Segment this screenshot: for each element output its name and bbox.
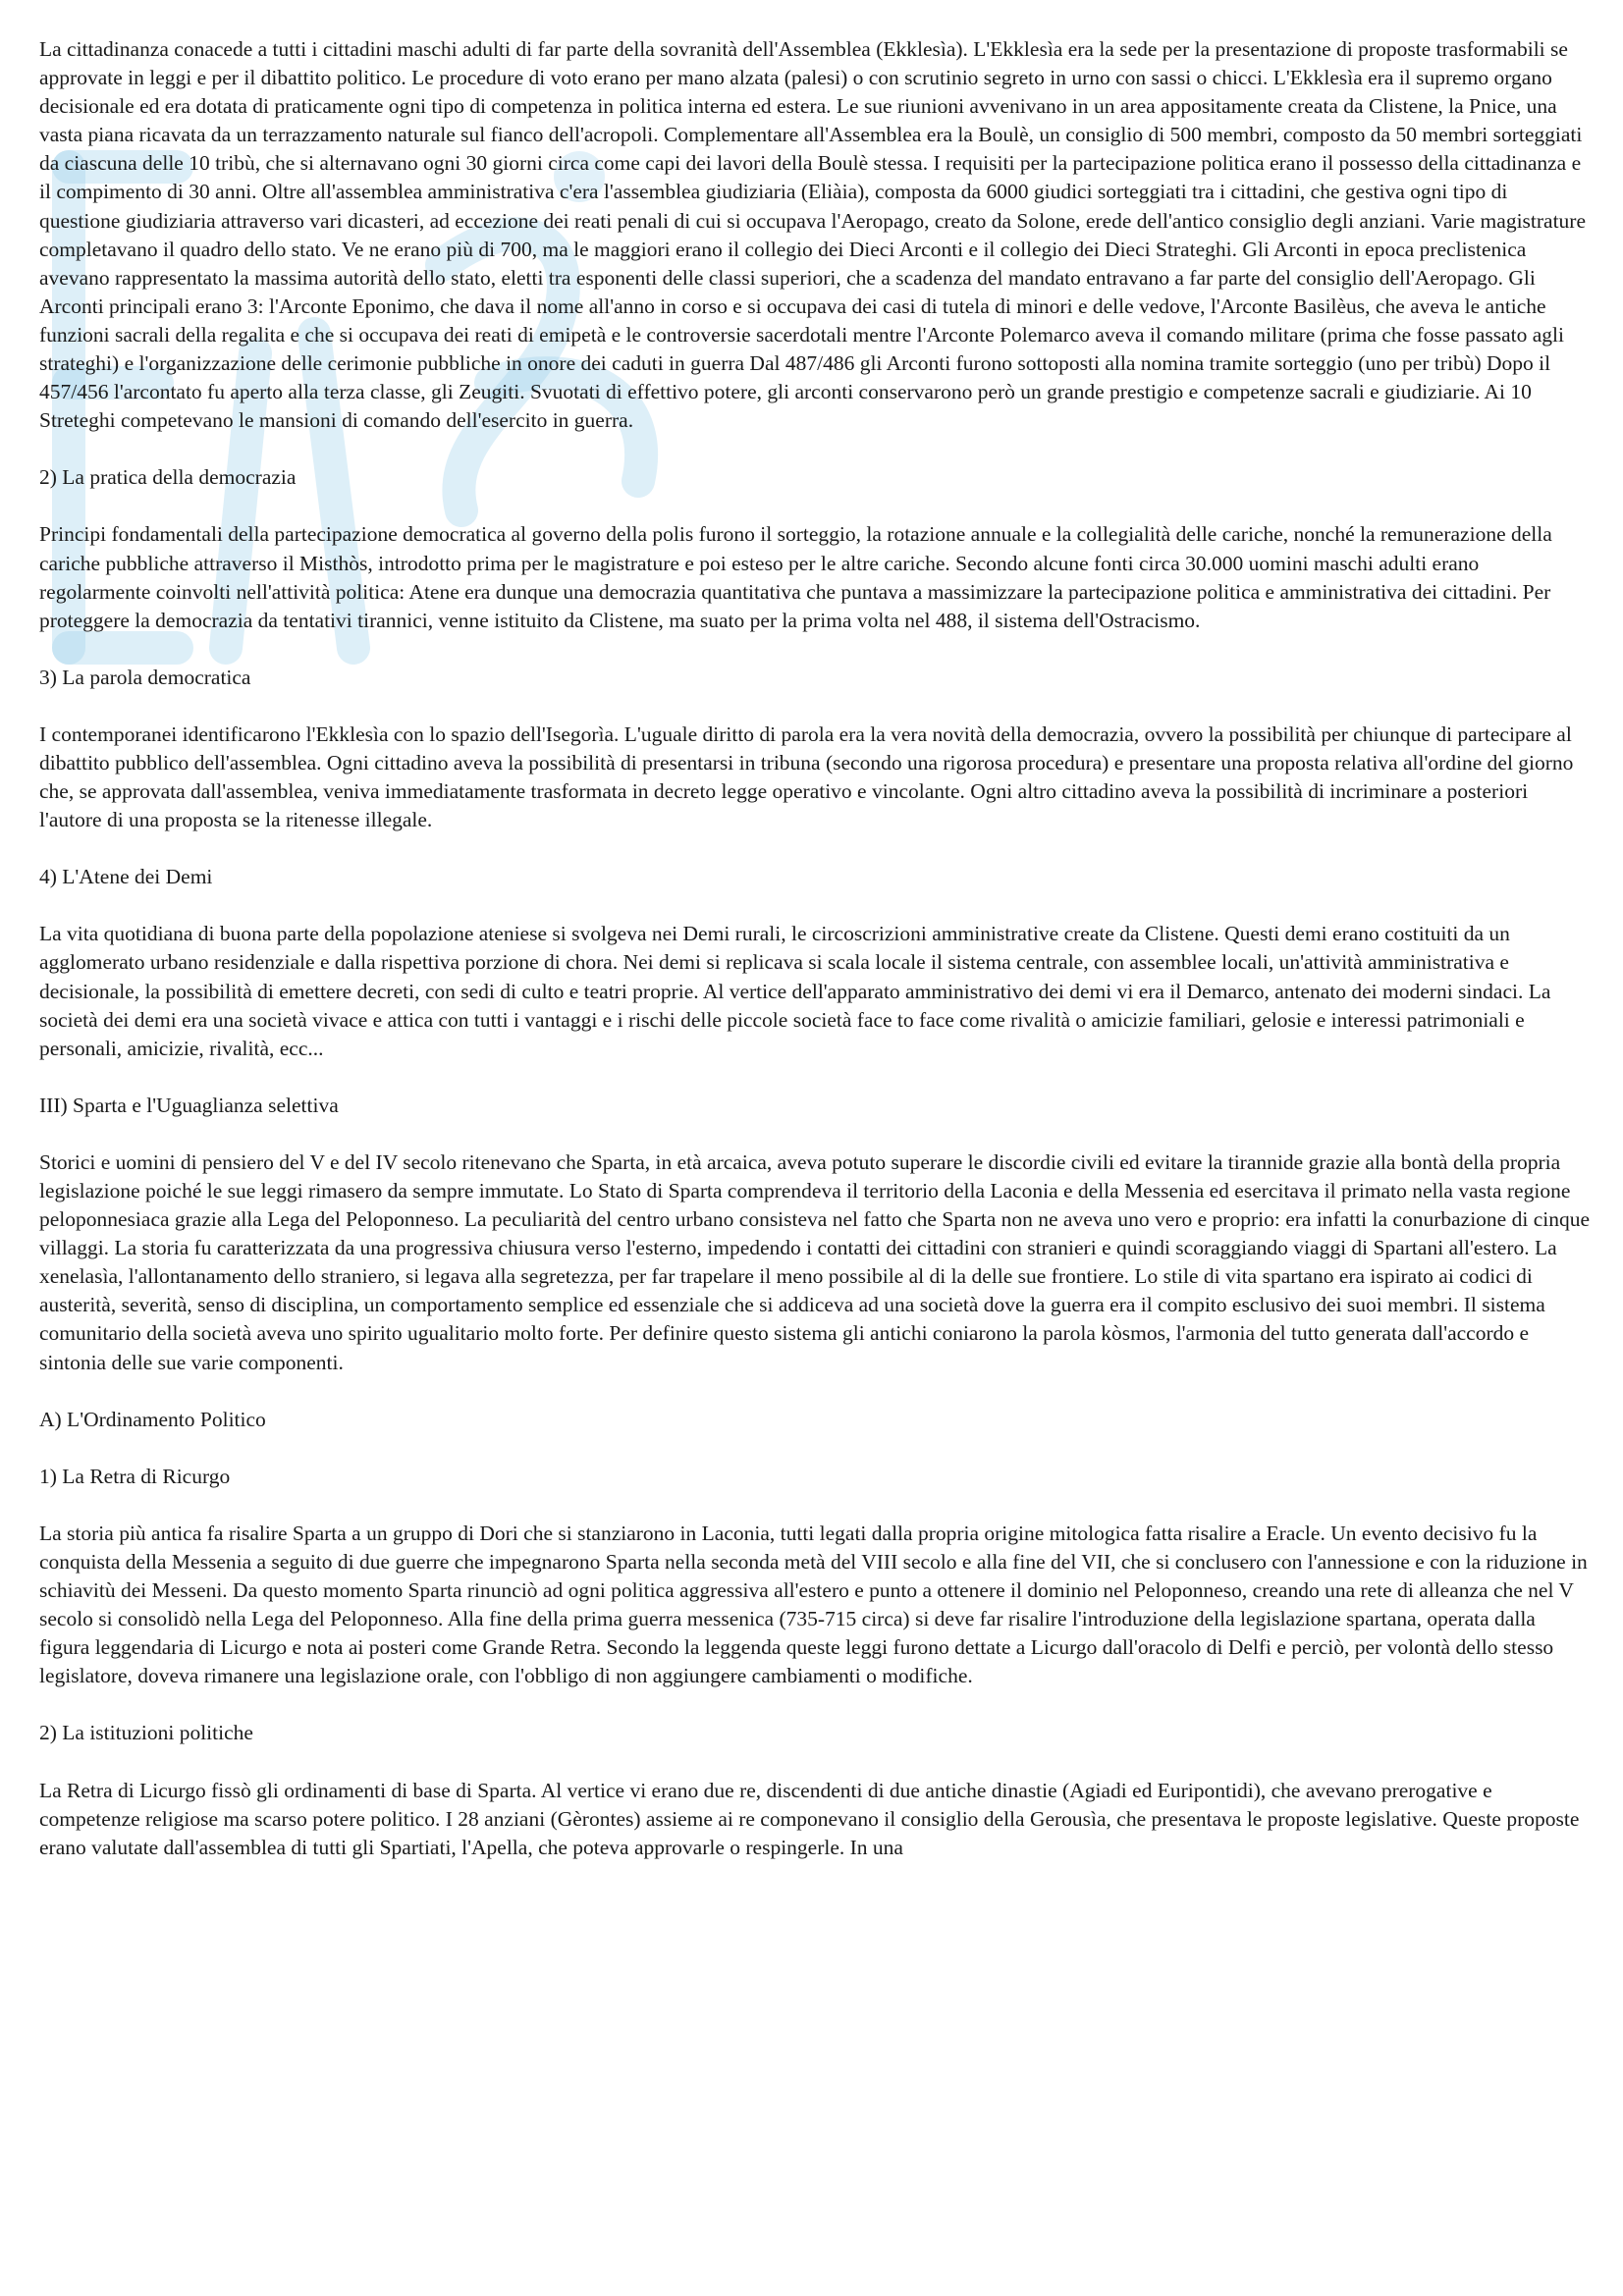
heading-istituzioni-politiche: 2) La istituzioni politiche — [39, 1721, 253, 1745]
paragraph-atene-demi: La vita quotidiana di buona parte della popolazione ateniese si svolgeva nei Demi rurali, le circoscrizioni amministrative create da Clistene. Questi demi erano costituiti da un agglomerato urbano residenziale e dalla rispettiva porzione di chora. Nei demi si replicava si scala locale il sistema centrale, con assemblee locali, un'attività amministrativa e decisionale, la possibilità di emettere decreti, con sedi di culto e teatri proprie. Al vertice dell'apparato amministrativo dei demi vi era il Demarco, antenato dei moderni sindaci. La società dei demi era una società vivace e attica con tutti i vantaggi e i rischi delle piccole società face to face come rivalità o amicizie familiari, gelosie e interessi patrimoniali e personali, amicizie, rivalità, ecc... — [39, 922, 1551, 1060]
document-page — [39, 35, 1591, 1891]
paragraph-pratica-democrazia: Principi fondamentali della partecipazione democratica al governo della polis furono il sorteggio, la rotazione annuale e la collegialità delle cariche, nonché la remunerazione della cariche pubbliche attraverso il Misthòs, introdotto prima per le magistrature e poi esteso per le altre cariche. Secondo alcune fonti circa 30.000 uomini maschi adulti erano regolarmente coinvolti nell'attività politica: Atene era dunque una democrazia quantitativa che puntava a massimizzare la partecipazione politica e amministrativa dei cittadini. Per proteggere la democrazia da tentativi tirannici, venne istituito da Clistene, ma suato per la prima volta nel 488, il sistema dell'Ostracismo. — [39, 522, 1552, 632]
paragraph-parola-democratica: I contemporanei identificarono l'Ekklesìa con lo spazio dell'Isegorìa. L'uguale diritto di parola era la vera novità della democrazia, ovvero la possibilità per chiunque di partecipare al dibattito pubblico dell'assemblea. Ogni cittadino aveva la possibilità di presentarsi in tribuna (secondo una rigorosa procedura) e presentare una proposta relativa all'ordine del giorno che, se approvata dall'assemblea, veniva immediatamente trasformata in decreto legge operativo e vincolante. Ogni altro cittadino aveva la possibilità di incriminare a posteriori l'autore di una proposta se la ritenesse illegale. — [39, 721, 1574, 832]
paragraph-sparta: Storici e uomini di pensiero del V e del IV secolo ritenevano che Sparta, in età arcaica, aveva potuto superare le discordie civili ed evitare la tirannide grazie alla bontà della propria legislazione poiché le sue leggi rimasero da sempre immutate. Lo Stato di Sparta comprendeva il territorio della Laconia e della Messenia ed esercitava il primato nella vasta regione peloponnesiaca grazie alla Lega del Peloponneso. La peculiarità del centro urbano consisteva nel fatto che Sparta non ne aveva uno vero e proprio: era infatti la conurbazione di cinque villaggi. La storia fu caratterizzata da una progressiva chiusura verso l'esterno, impedendo i contatti dei cittadini con stranieri e quindi scoraggiando viaggi di Spartani all'estero. La xenelasìa, l'allontanamento dello straniero, si legava alla segretezza, per far trapelare il meno possibile al di la delle sue frontiere. Lo stile di vita spartano era ispirato ai codici di austerità, severità, senso di disciplina, un comportamento semplice ed essenziale che si addiceva ad una società dove la guerra era il compito esclusivo dei suoi membri. Il sistema comunitario della società aveva uno spirito ugualitario molto forte. Per definire questo sistema gli antichi coniarono la parola kòsmos, l'armonia del tutto generata dall'accordo e sintonia delle sue varie componenti. — [39, 1149, 1591, 1374]
heading-pratica-democrazia: 2) La pratica della democrazia — [39, 465, 297, 490]
paragraph-istituzioni-politiche: La Retra di Licurgo fissò gli ordinamenti di base di Sparta. Al vertice vi erano due re, discendenti di due antiche dinastie (Agiadi ed Euripontidi), che avevano prerogative e competenze religiose ma scarso potere politico. I 28 anziani (Gèrontes) assieme ai re componevano il consiglio della Gerousìa, che presentava le proposte legislative. Queste proposte erano valutate dall'assemblea di tutti gli Spartiati, l'Apella, che poteva approvarle o respingerle. In una — [39, 1778, 1580, 1859]
heading-ordinamento-politico: A) L'Ordinamento Politico — [39, 1407, 266, 1431]
heading-atene-demi: 4) L'Atene dei Demi — [39, 865, 213, 889]
heading-retra-ricurgo: 1) La Retra di Ricurgo — [39, 1464, 231, 1488]
paragraph-ekklesia: La cittadinanza conacede a tutti i cittadini maschi adulti di far parte della sovranità dell'Assemblea (Ekklesìa). L'Ekklesìa era la sede per la presentazione di proposte trasformabili se approvate in leggi e per il dibattito politico. Le procedure di voto erano per mano alzata (palesi) o con scrutinio segreto in urno con sassi o chicci. L'Ekklesìa era il supremo organo decisionale ed era dotata di praticamente ogni tipo di competenza in politica interna ed estera. Le sue riunioni avvenivano in un area appositamente creata da Clistene, la Pnice, una vasta piana ricavata da un terrazzamento naturale sul fianco dell'acropoli. Complementare all'Assemblea era la Boulè, un consiglio di 500 membri, composto da 50 membri sorteggiati da ciascuna delle 10 tribù, che si alternavano ogni 30 giorni circa come capi dei lavori della Boulè stessa. I requisiti per la partecipazione politica erano il possesso della cittadinanza e il compimento di 30 anni. Oltre all'assemblea amministrativa c'era l'assemblea giudiziaria (Eliàia), composta da 6000 giudici sorteggiati tra i cittadini, che gestiva ogni tipo di questione giudiziaria attraverso vari dicasteri, ad eccezione dei reati penali di cui si occupava l'Aeropago, creato da Solone, erede dell'antico consiglio degli anziani. Varie magistrature completavano il quadro dello stato. Ve ne erano più di 700, ma le maggiori erano il collegio dei Dieci Arconti e il collegio dei Dieci Strateghi. Gli Arconti in epoca preclistenica avevano rappresentato la massima autorità dello stato, eletti tra esponenti delle classi superiori, che a scadenza del mandato entravano a far parte del consiglio dell'Aeropago. Gli Arconti principali erano 3: l'Arconte Eponimo, che dava il nome all'anno in corso e si occupava dei casi di tutela di minori e delle vedove, l'Arconte Basilèus, che aveva le antiche funzioni sacrali della regalita e che si occupava dei reati di emipetà e le controversie sacerdotali mentre l'Arconte Polemarco aveva il comando militare (prima che fosse passato agli strateghi) e l'organizzazione delle cerimonie pubbliche in onore dei caduti in guerra Dal 487/486 gli Arconti furono sottoposti alla nomina tramite sorteggio (uno per tribù) Dopo il 457/456 l'arcontato fu aperto alla terza classe, gli Zeugiti. Svuotati di effettivo potere, gli arconti conservarono però un grande prestigio e competenze sacrali e giudiziarie. Ai 10 Streteghi competevano le mansioni di comando dell'esercito in guerra. — [39, 37, 1587, 433]
heading-sparta: III) Sparta e l'Uguaglianza selettiva — [39, 1093, 339, 1117]
paragraph-retra-ricurgo: La storia più antica fa risalire Sparta a un gruppo di Dori che si stanziarono in Laconia, tutti legati dalla propria origine mitologica fatta risalire a Eracle. Un evento decisivo fu la conquista della Messenia a seguito di due guerre che impegnarono Sparta nella seconda metà del VIII secolo e alla fine del VII, che si conclusero con l'annessione e con la riduzione in schiavitù dei Messeni. Da questo momento Sparta rinunciò ad ogni politica aggressiva all'estero e punto a ottenere il dominio nel Peloponneso, creando una rete di alleanza che nel V secolo si consolidò nella Lega del Peloponneso. Alla fine della prima guerra messenica (735-715 circa) si deve far risalire l'introduzione della legislazione spartana, operata dalla figura leggendaria di Licurgo e nota ai posteri come Grande Retra. Secondo la leggenda queste leggi furono dettate a Licurgo dall'oracolo di Delfi e perciò, per volontà dello stesso legislatore, doveva rimanere una legislazione orale, con l'obbligo di non aggiungere cambiamenti o modifiche. — [39, 1521, 1588, 1688]
heading-parola-democratica: 3) La parola democratica — [39, 665, 251, 689]
